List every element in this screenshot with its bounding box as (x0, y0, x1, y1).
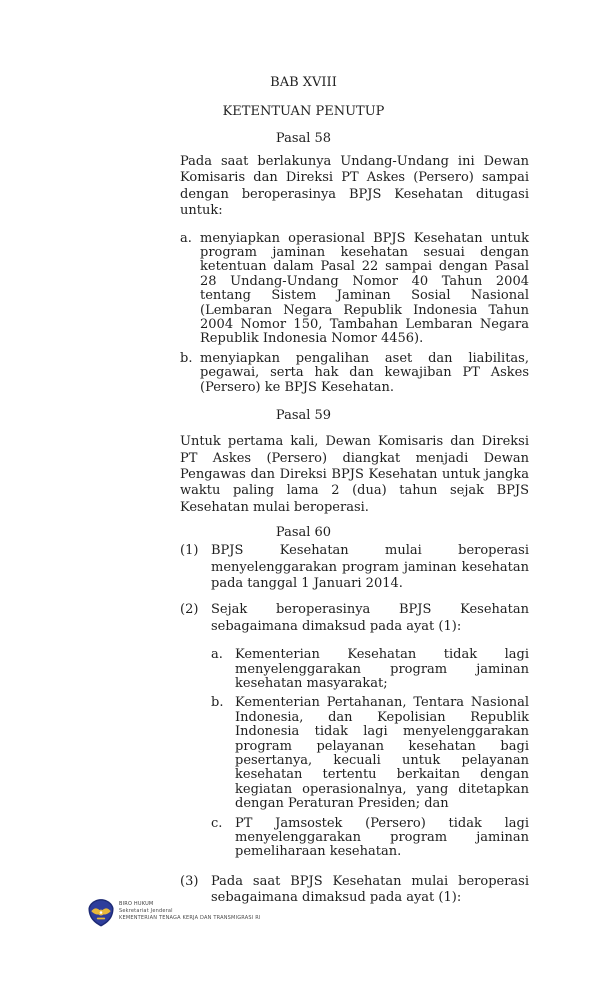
list-item-marker: b. (180, 350, 193, 366)
footer-stamp (88, 898, 261, 928)
numbered-item-2 (180, 602, 529, 860)
footer-org-line2: Sekretariat Jenderal (119, 908, 173, 914)
sub-item-marker: c. (211, 815, 223, 831)
pasal-58-lettered-list (180, 232, 529, 395)
numbered-item-body (211, 543, 529, 592)
pasal-60-numbered-list (180, 543, 529, 907)
list-item (180, 352, 529, 395)
list-item (180, 232, 529, 347)
sub-list-item (211, 648, 529, 691)
numbered-item-marker: (3) (180, 873, 199, 889)
footer-org-text (119, 898, 261, 922)
list-item-marker: a. (180, 230, 192, 246)
numbered-item-1 (180, 543, 529, 592)
ministry-logo-icon (88, 898, 114, 928)
numbered-item-text: Pada saat BPJS Kesehatan mulai beroperasi sebagaimana dimaksud pada ayat (1): (211, 873, 529, 906)
sub-list-item (211, 696, 529, 811)
numbered-item-marker: (1) (180, 543, 199, 559)
pasal-58-intro-paragraph: Pada saat berlakunya Undang-Undang ini Dewan Komisaris dan Direksi PT Askes (Persero) sampai dengan beroperasinya BPJS Kesehatan ditugasi untuk: (180, 154, 529, 219)
sub-item-text: PT Jamsostek (Persero) tidak lagi menyelenggarakan program jaminan pemeliharaan kesehatan. (235, 815, 529, 860)
sub-item-marker: b. (211, 695, 224, 711)
chapter-title: KETENTUAN PENUTUP (222, 104, 385, 119)
numbered-item-2-sublist (211, 648, 529, 860)
sub-item-text: Kementerian Pertahanan, Tentara Nasional Indonesia, dan Kepolisian Republik Indonesia tidak lagi menyelenggarakan program pelayanan kesehatan bagi pesertanya, kecuali untuk pelayanan kesehatan tertentu berkaitan dengan kegiatan operasionalnya, yang ditetapkan dengan Peraturan Presiden; dan (235, 695, 529, 812)
numbered-item-text: BPJS Kesehatan mulai beroperasi menyelenggarakan program jaminan kesehatan pada tanggal 1 Januari 2014. (211, 543, 529, 591)
sub-list-item (211, 817, 529, 860)
section-title-pasal-59: Pasal 59 (275, 408, 332, 424)
numbered-item-text: Sejak beroperasinya BPJS Kesehatan sebagaimana dimaksud pada ayat (1): (211, 602, 529, 634)
numbered-item-body (211, 602, 529, 860)
pasal-59-paragraph: Untuk pertama kali, Dewan Komisaris dan Direksi PT Askes (Persero) diangkat menjadi Dewan Pengawas dan Direksi BPJS Kesehatan untuk jangka waktu paling lama 2 (dua) tahun sejak BPJS Kesehatan mulai beroperasi. (180, 434, 529, 515)
sub-item-text: Kementerian Kesehatan tidak lagi menyelenggarakan program jaminan kesehatan masyarakat; (235, 647, 529, 691)
footer-org-line3: KEMENTERIAN TENAGA KERJA DAN TRANSMIGRASI RI (119, 915, 261, 921)
numbered-item-marker: (2) (180, 602, 199, 618)
section-title-pasal-58: Pasal 58 (275, 131, 332, 146)
section-title-pasal-60: Pasal 60 (275, 525, 332, 541)
list-item-text: menyiapkan pengalihan aset dan liabilitas, pegawai, serta hak dan kewajiban PT Askes (Persero) ke BPJS Kesehatan. (200, 350, 529, 395)
chapter-number: BAB XVIII (270, 75, 337, 90)
footer-org-line1: BIRO HUKUM (119, 901, 154, 907)
list-item-text: menyiapkan operasional BPJS Kesehatan untuk program jaminan kesehatan sesuai dengan ketentuan dalam Pasal 22 sampai dengan Pasal 28 Undang-Undang Nomor 40 Tahun 2004 tentang Sistem Jaminan Sosial Nasional (Lembaran Negara Republik Indonesia Tahun 2004 Nomor 150, Tambahan Lembaran Negara Republik Indonesia Nomor 4456). (200, 230, 529, 347)
sub-item-marker: a. (211, 647, 223, 663)
